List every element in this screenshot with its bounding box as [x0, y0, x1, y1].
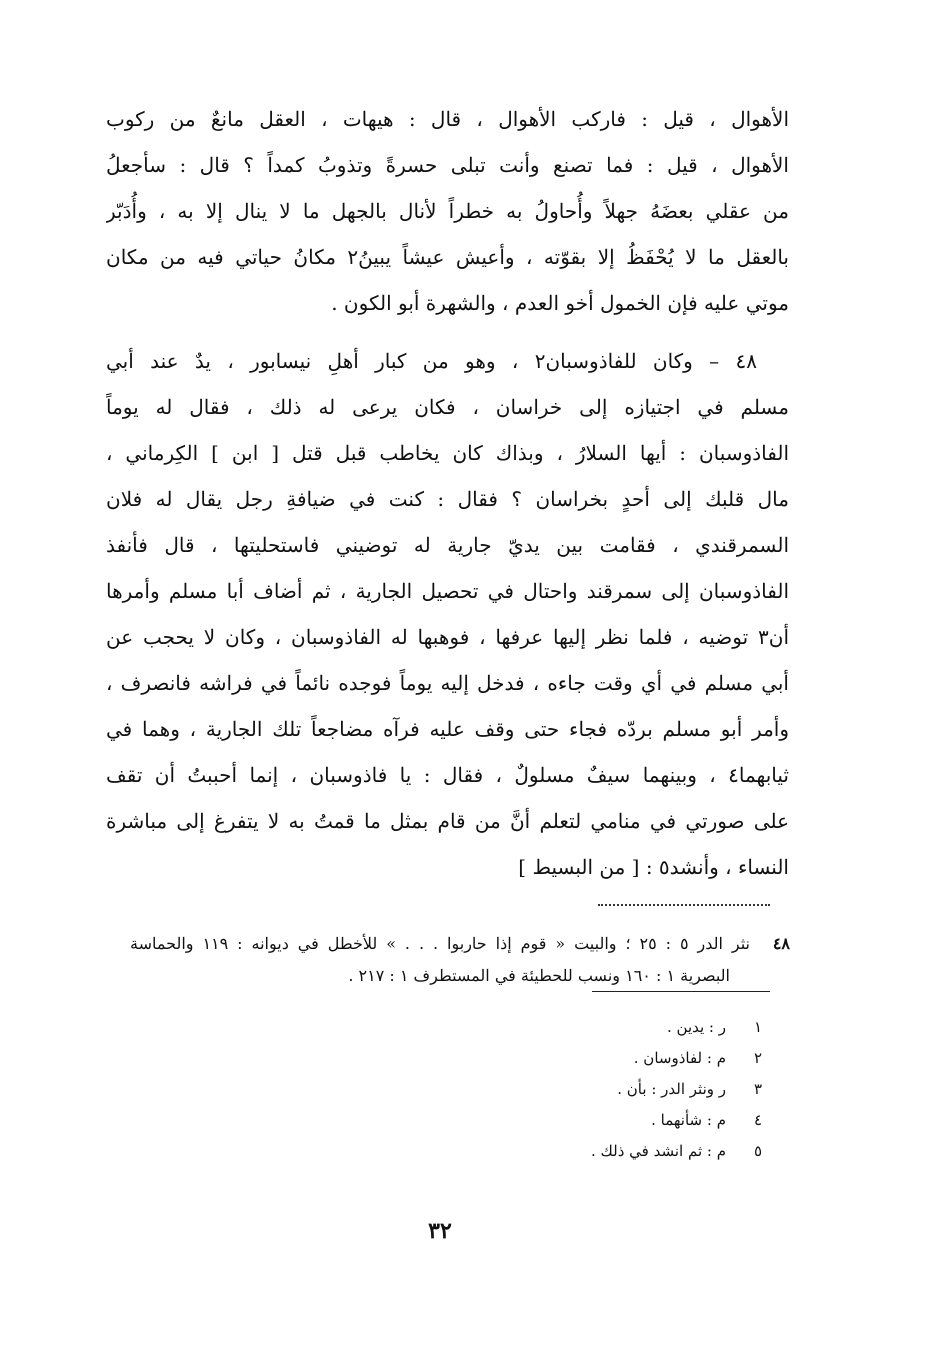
- text-line: مسلم في اجتيازه إلى خراسان ، فكان يرعى له ذلك ، فقال له يوماً: [106, 395, 789, 419]
- text-line: الفاذوسبان : أيها السلارُ ، وبذاك كان يخاطب قبل قتل [ ابن ] الكِرماني ،: [106, 441, 789, 465]
- variant-text: م : شأنهما .: [651, 1111, 726, 1129]
- dotted-separator: [598, 904, 770, 906]
- text-line: الأهوال ، قيل : فما تصنع وأنت تبلى حسرةً وتذوبُ كمداً ؟ قال : سأجعلُ: [106, 153, 789, 177]
- page-number: ٣٢: [428, 1218, 452, 1244]
- text-line: موتي عليه فإن الخمول أخو العدم ، والشهرة أبو الكون .: [331, 291, 789, 315]
- variant-text: م : ثم انشد في ذلك .: [590, 1142, 726, 1160]
- variant-number: ١: [753, 1018, 762, 1036]
- variant-text: ر ونثر الدر : بأن .: [617, 1080, 726, 1098]
- variant-text: م : لفاذوسان .: [633, 1049, 726, 1067]
- main-text: [106, 96, 789, 890]
- source-note-line: [130, 928, 790, 960]
- text-line: أن٣ توضيه ، فلما نظر إليها عرفها ، فوهبها له الفاذوسبان ، وكان لا يحجب عن: [106, 625, 789, 649]
- text-line: الفاذوسبان إلى سمرقند واحتال في تحصيل الجارية ، ثم أضاف أبا مسلم وأمرها: [106, 579, 789, 603]
- text-line: مال قلبك إلى أحدٍ بخراسان ؟ فقال : كنت في ضيافةِ رجل يقال له فلان: [106, 487, 789, 511]
- text-line: على صورتي في منامي لتعلم أنَّ من قام بمثل ما قمتُ به لا يتفرغ إلى مباشرة: [106, 809, 789, 833]
- source-note-text: نثر الدر ٥ : ٢٥ ؛ والبيت « قوم إذا حاربوا . . . » للأخطل في ديوانه : ١١٩ والحماسة: [130, 934, 750, 953]
- text-line: ثيابهما٤ ، وبينهما سيفٌ مسلولٌ ، فقال : يا فاذوسبان ، إنما أحببتُ أن تقف: [106, 763, 789, 787]
- text-line: ٤٨ – وكان للفاذوسبان٢ ، وهو من كبار أهلِ نيسابور ، يدٌ عند أبي: [106, 349, 758, 373]
- paragraph-gap: [106, 326, 789, 338]
- text-line: وأمر أبو مسلم بردّه فجاء حتى وقف عليه فرآه مضاجعاً تلك الجارية ، وهما في: [106, 717, 789, 741]
- variant-number: ٢: [753, 1049, 762, 1067]
- text-line: الأهوال ، قيل : فاركب الأهوال ، قال : هيهات ، العقل مانعٌ من ركوب: [106, 107, 789, 131]
- paragraph-48: [106, 338, 789, 890]
- variant-notes: [400, 1012, 762, 1167]
- variant-number: ٥: [753, 1142, 762, 1160]
- paragraph-continuation: [106, 96, 789, 326]
- text-line: النساء ، وأنشد٥ : [ من البسيط ]: [518, 855, 789, 879]
- text-line: السمرقندي ، فقامت بين يديّ جارية له توضيني فاستحليتها ، قال فأنفذ: [106, 533, 789, 557]
- variant-number: ٤: [753, 1111, 762, 1129]
- variant-number: ٣: [753, 1080, 762, 1098]
- text-line: من عقلي بعضَهُ جهلاً وأُحاولُ به خطراً لأنال بالجهل ما لا ينال إلا به ، وأُدَبّر: [106, 199, 789, 223]
- source-note: [130, 928, 790, 992]
- variant-note: [400, 1136, 762, 1167]
- variant-note: [400, 1012, 762, 1043]
- text-line: بالعقل ما لا يُحْفَظُ إلا بقوّته ، وأعيش عيشاً يبينُ٢ مكانُ حياتي فيه من مكان: [106, 245, 789, 269]
- variant-text: ر : يدين .: [666, 1018, 726, 1036]
- source-note-number: ٤٨: [772, 934, 790, 953]
- solid-separator: [592, 991, 770, 992]
- source-note-line: البصرية ١ : ١٦٠ ونسب للحطيئة في المستطرف ١ : ٢١٧ .: [348, 966, 730, 985]
- variant-note: [400, 1043, 762, 1074]
- variant-note: [400, 1105, 762, 1136]
- variant-note: [400, 1074, 762, 1105]
- text-line: أبي مسلم في أي وقت جاءه ، فدخل إليه يوماً فوجده نائماً في فراشه فانصرف ،: [106, 671, 789, 695]
